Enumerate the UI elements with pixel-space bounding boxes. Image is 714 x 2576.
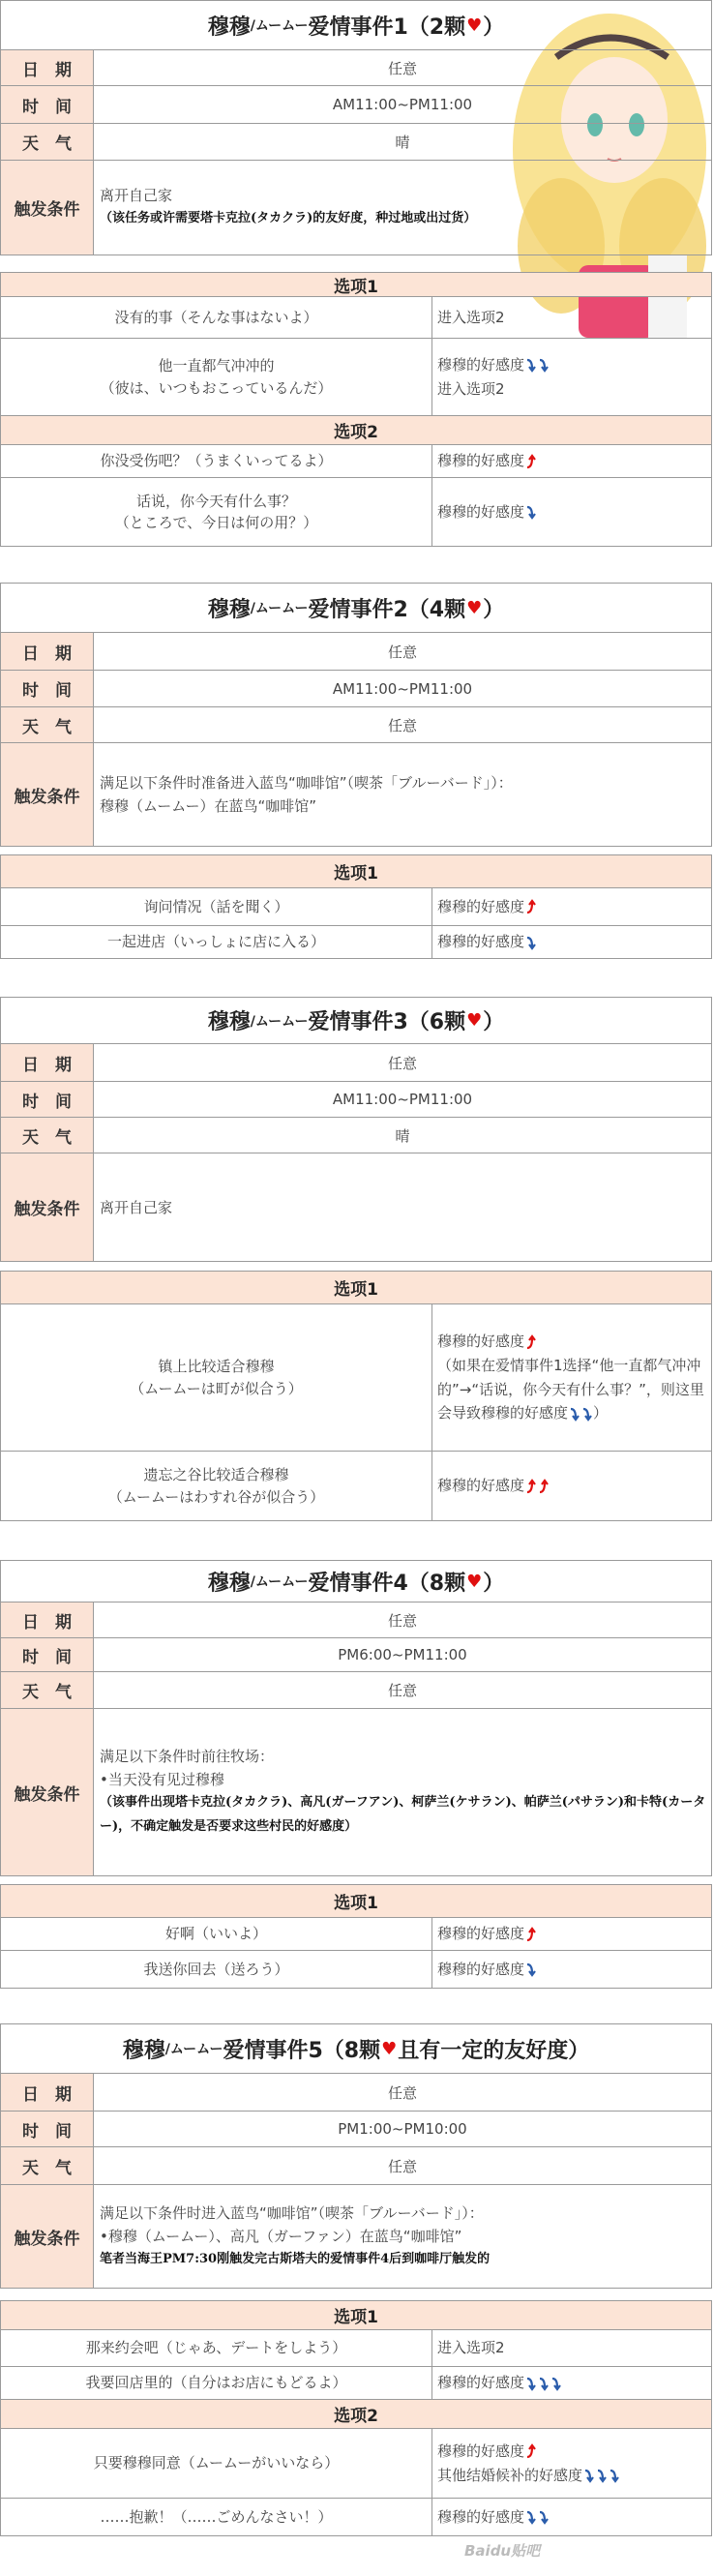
trigger-line: 满足以下条件时进入蓝鸟“咖啡馆”（喫茶「ブルーバード」）： [100,2203,484,2222]
trigger-conditions [94,743,711,846]
heart-icon: ♥ [466,1010,483,1031]
title-event: 爱情事件5（8颗 [223,2038,381,2063]
effect-text: 进入选项2 [437,2339,505,2357]
choice-effects [432,297,711,338]
trigger-line: •当天没有见过穆穆 [100,1771,224,1789]
choice-row [1,445,711,478]
effect-text: 进入选项2 [437,379,505,398]
effect-text: 穆穆的好感度 [437,355,525,374]
choice-option [1,2330,432,2366]
trigger-line: •穆穆（ムームー）、高凡（ガーファン）在蓝鸟“咖啡馆” [100,2227,462,2245]
choice-option [1,1452,432,1520]
info-row-trigger [1,2185,711,2289]
event-title [1,998,711,1044]
title-event: 爱情事件1（2颗 [308,15,466,40]
effect-line [437,2440,707,2464]
effect-line [437,353,707,377]
choices-table [0,1271,712,1521]
effect-text: 其他结婚候补的好感度 [437,2466,583,2484]
effect-line [437,500,707,524]
info-row-date [1,50,711,86]
choice-option-line: （ところで、今日は何の用？） [114,514,318,531]
info-row-time [1,1638,711,1672]
choice-option [1,339,432,415]
choice-effects [432,478,711,546]
choices-table [0,2300,712,2536]
choice-row [1,2499,711,2536]
effect-text: 穆穆的好感度 [437,2374,525,2392]
info-row-date [1,1603,711,1638]
trigger-line: 离开自己家 [100,1198,173,1216]
effect-text: 穆穆的好感度 [437,2507,525,2526]
choice-row [1,339,711,416]
weather-label: 天 气 [1,2147,94,2184]
title-tail: 且有一定的友好度） [398,2038,590,2063]
choice-option [1,888,432,925]
info-row-time [1,671,711,707]
choice-group-header: 选项2 [1,2400,711,2429]
choice-option-line: 只要穆穆同意（ムームーがいいなら） [93,2454,340,2472]
choice-effects [432,2429,711,2498]
title-name: 穆穆 [207,1571,251,1596]
choice-row [1,2367,711,2400]
effect-line [437,449,707,473]
trigger-label: 触发条件 [1,2185,94,2288]
trigger-label: 触发条件 [1,743,94,846]
choice-option [1,1951,432,1988]
heart-icon: ♥ [466,1571,483,1592]
effect-line [437,377,707,402]
trigger-line: 穆穆（ムームー）在蓝鸟“咖啡馆” [100,797,317,815]
choice-effects [432,888,711,925]
arrow-down-icon [525,2509,537,2525]
choice-option-line: 我送你回去（送ろう） [143,1960,289,1978]
info-row-trigger [1,161,711,255]
event-title [1,2024,711,2074]
trigger-conditions [94,1153,711,1261]
choices-table [0,272,712,547]
arrow-down-icon [581,1406,593,1422]
choice-option-line: 遗忘之谷比较适合穆穆 [143,1466,289,1483]
arrow-down-icon [583,2468,595,2483]
title-name: 穆穆 [207,597,251,622]
choice-effects [432,2330,711,2366]
choice-option [1,1304,432,1451]
weather-value: 任意 [387,1682,417,1699]
choice-option-line: 没有的事（そんな事はないよ） [114,308,318,326]
event-section-1 [0,0,712,547]
event-section-2 [0,583,712,959]
weather-value: 任意 [387,2157,417,2175]
effect-line [437,2464,707,2488]
section-gap [0,1876,712,1884]
trigger-label: 触发条件 [1,161,94,255]
time-value: PM1:00~PM10:00 [338,2120,467,2138]
choice-option-line: （ムームーは町が似合う） [130,1379,303,1397]
trigger-line: 满足以下条件时前往牧场： [100,1748,275,1766]
effect-text: 穆穆的好感度 [437,1333,525,1350]
choices-table [0,1884,712,1989]
choice-effects [432,1918,711,1950]
choice-row [1,926,711,959]
title-name: 穆穆 [207,15,251,40]
arrow-down-icon [569,1406,580,1422]
choice-option-line: 询问情况（話を聞く） [143,897,289,915]
effect-line [437,2371,707,2395]
event-info-table [0,583,712,847]
choice-option-line: 一起进店（いっしょに店に入る） [106,933,325,951]
arrow-down-icon [525,2376,537,2391]
choice-effects [432,2499,711,2535]
effect-line [437,1354,707,1425]
effect-line [437,2336,707,2360]
choice-row [1,2429,711,2499]
effect-text: 穆穆的好感度 [437,933,525,951]
choice-option [1,926,432,958]
arrow-down-icon [525,1962,537,1977]
effect-text: （如果在爱情事件1选择“他一直都气冲冲的”→“话说，你今天有什么事？”，则这里会导致穆穆的好感度 [437,1356,704,1423]
info-row-time [1,1082,711,1118]
choice-option-line: （ムームーはわすれ谷が似合う） [107,1487,325,1506]
choice-group-header: 选项1 [1,273,711,297]
choice-option-line: 他一直都气冲冲的 [158,357,275,374]
info-row-weather [1,124,711,161]
info-row-time [1,86,711,124]
choice-row [1,1452,711,1521]
choice-option [1,2499,432,2535]
info-row-weather [1,707,711,743]
weather-value: 晴 [395,134,410,151]
date-value: 任意 [387,1611,417,1630]
date-value: 任意 [387,1054,417,1072]
trigger-note: （该事件出现塔卡克拉(タカクラ)、高凡(ガーフアン)、柯萨兰(ケサラン)、帕萨兰(パサラン)和卡特(カーター)，不确定触发是否要求这些村民的好感度） [100,1795,706,1834]
choice-effects [432,445,711,477]
time-label: 时 间 [1,1638,94,1671]
choice-option [1,478,432,546]
event-section-4 [0,1560,712,1989]
choice-effects [432,1452,711,1520]
choice-option-line: （彼は、いつもおこっているんだ） [100,378,333,397]
event-title [1,1561,711,1603]
time-label: 时 间 [1,671,94,706]
date-label: 日 期 [1,50,94,85]
title-event: 爱情事件3（6颗 [308,1010,466,1034]
arrow-down-icon [538,2509,550,2525]
time-value: AM11:00~PM11:00 [332,1091,473,1108]
effect-line [437,2505,707,2530]
effect-text: 穆穆的好感度 [437,1925,525,1943]
weather-label: 天 气 [1,1118,94,1153]
trigger-line: 满足以下条件时准备进入蓝鸟“咖啡馆”（喫茶「ブルーバード」）： [100,774,513,792]
choice-row [1,1304,711,1452]
weather-label: 天 气 [1,1672,94,1708]
event-info-table [0,1560,712,1876]
title-tail: ） [483,15,505,40]
arrow-down-icon [609,2468,620,2483]
event-section-3 [0,997,712,1521]
event-section-5 [0,2023,712,2536]
effect-text: 穆穆的好感度 [437,1960,525,1978]
effect-line [437,1922,707,1946]
title-tail: ） [483,597,505,622]
event-info-table [0,0,712,255]
time-label: 时 间 [1,86,94,123]
time-value: AM11:00~PM11:00 [332,679,473,698]
time-value: AM11:00~PM11:00 [332,96,473,113]
title-event: 爱情事件2（4颗 [308,597,466,622]
effect-line [437,1474,707,1498]
choice-effects [432,926,711,958]
effect-text: 进入选项2 [437,308,505,326]
event-title [1,1,711,50]
choice-group-header: 选项2 [1,416,711,445]
info-row-weather [1,1118,711,1153]
weather-value: 晴 [395,1126,410,1145]
info-row-trigger [1,743,711,847]
choice-option-line: 镇上比较适合穆穆 [158,1358,275,1375]
choice-option [1,2429,432,2498]
choice-row [1,888,711,926]
weather-value: 任意 [387,716,417,734]
date-label: 日 期 [1,1603,94,1637]
choice-option [1,1918,432,1950]
weather-label: 天 气 [1,707,94,742]
info-row-weather [1,1672,711,1709]
effect-text: 穆穆的好感度 [437,897,525,915]
info-row-weather [1,2147,711,2185]
choice-option [1,2367,432,2399]
choice-row [1,297,711,339]
arrow-up-icon [525,1479,537,1494]
title-kana: /ムームー [250,601,309,616]
choice-group-header: 选项1 [1,1272,711,1304]
date-value: 任意 [387,59,417,77]
heart-icon: ♥ [466,15,483,36]
event-info-table [0,2023,712,2289]
effect-after: ） [593,1404,609,1423]
effect-line [437,306,707,330]
event-title [1,584,711,633]
arrow-down-icon [525,935,537,950]
arrow-down-icon [525,504,537,520]
trigger-note: 笔者当海王PM7:30刚触发完古斯塔夫的爱情事件4后到咖啡厅触发的 [100,2251,491,2266]
section-gap [0,2289,712,2300]
time-label: 时 间 [1,2112,94,2146]
trigger-note: （该任务或许需要塔卡克拉(タカクラ)的友好度，种过地或出过货） [100,211,477,226]
choice-group-header: 选项1 [1,1885,711,1918]
choice-effects [432,339,711,415]
effect-line [437,930,707,954]
title-name: 穆穆 [122,2038,165,2063]
title-name: 穆穆 [207,1010,251,1034]
arrow-down-icon [550,2376,562,2391]
choice-group-header: 选项1 [1,2301,711,2330]
weather-label: 天 气 [1,124,94,160]
choice-effects [432,1951,711,1988]
choice-option [1,445,432,477]
heart-icon: ♥ [466,597,483,618]
arrow-down-icon [596,2468,608,2483]
effect-line [437,895,707,919]
event-info-table [0,997,712,1262]
date-label: 日 期 [1,633,94,670]
choice-row [1,478,711,547]
choice-effects [432,2367,711,2399]
arrow-up-icon [525,2443,537,2459]
time-value: PM6:00~PM11:00 [338,1646,467,1663]
trigger-label: 触发条件 [1,1709,94,1875]
effect-text: 穆穆的好感度 [437,1477,525,1495]
choice-row [1,1918,711,1951]
trigger-conditions [94,161,711,255]
title-kana: /ムームー [250,18,309,34]
section-gap [0,847,712,854]
choice-option-line: 那来约会吧（じゃあ、デートをしよう） [85,2339,347,2357]
info-row-time [1,2112,711,2147]
arrow-up-icon [525,899,537,914]
arrow-up-icon [525,454,537,469]
info-row-date [1,633,711,671]
choice-row [1,1951,711,1989]
title-kana: /ムームー [250,1013,309,1030]
choices-table [0,854,712,959]
arrow-down-icon [538,2376,550,2391]
choice-option-line: 话说，你今天有什么事？ [135,492,296,510]
choice-option-line: 我要回店里的（自分はお店にもどるよ） [85,2374,347,2392]
date-value: 任意 [387,643,417,661]
choice-group-header: 选项1 [1,855,711,888]
effect-text: 穆穆的好感度 [437,2441,525,2460]
choice-option-line: 好啊（いいよ） [164,1925,267,1943]
arrow-down-icon [538,357,550,373]
effect-line [437,1958,707,1982]
trigger-label: 触发条件 [1,1153,94,1261]
date-label: 日 期 [1,1044,94,1081]
info-row-date [1,2074,711,2112]
info-row-date [1,1044,711,1082]
choice-option-line: 你没受伤吧？（うまくいってるよ） [100,452,333,470]
title-tail: ） [483,1571,505,1596]
arrow-up-icon [525,1334,537,1350]
choice-option [1,297,432,338]
arrow-down-icon [525,357,537,373]
heart-icon: ♥ [381,2038,398,2059]
trigger-conditions [94,1709,711,1875]
info-row-trigger [1,1153,711,1262]
arrow-up-icon [538,1479,550,1494]
baidu-watermark: Baidu贴吧 [464,2542,541,2560]
effect-line [437,1330,707,1354]
section-gap [0,1262,712,1271]
trigger-line: 离开自己家 [100,187,173,205]
time-label: 时 间 [1,1082,94,1117]
title-event: 爱情事件4（8颗 [308,1571,466,1596]
effect-text: 穆穆的好感度 [437,502,525,521]
choice-option-line: ……抱歉！（……ごめんなさい！） [100,2507,333,2526]
info-row-trigger [1,1709,711,1876]
arrow-up-icon [525,1927,537,1942]
title-tail: ） [483,1010,505,1034]
choice-effects [432,1304,711,1451]
date-label: 日 期 [1,2074,94,2111]
choice-row [1,2330,711,2367]
trigger-conditions [94,2185,711,2288]
date-value: 任意 [387,2083,417,2102]
section-gap [0,255,712,272]
effect-text: 穆穆的好感度 [437,452,525,470]
title-kana: /ムームー [164,2042,223,2057]
title-kana: /ムームー [250,1574,309,1590]
